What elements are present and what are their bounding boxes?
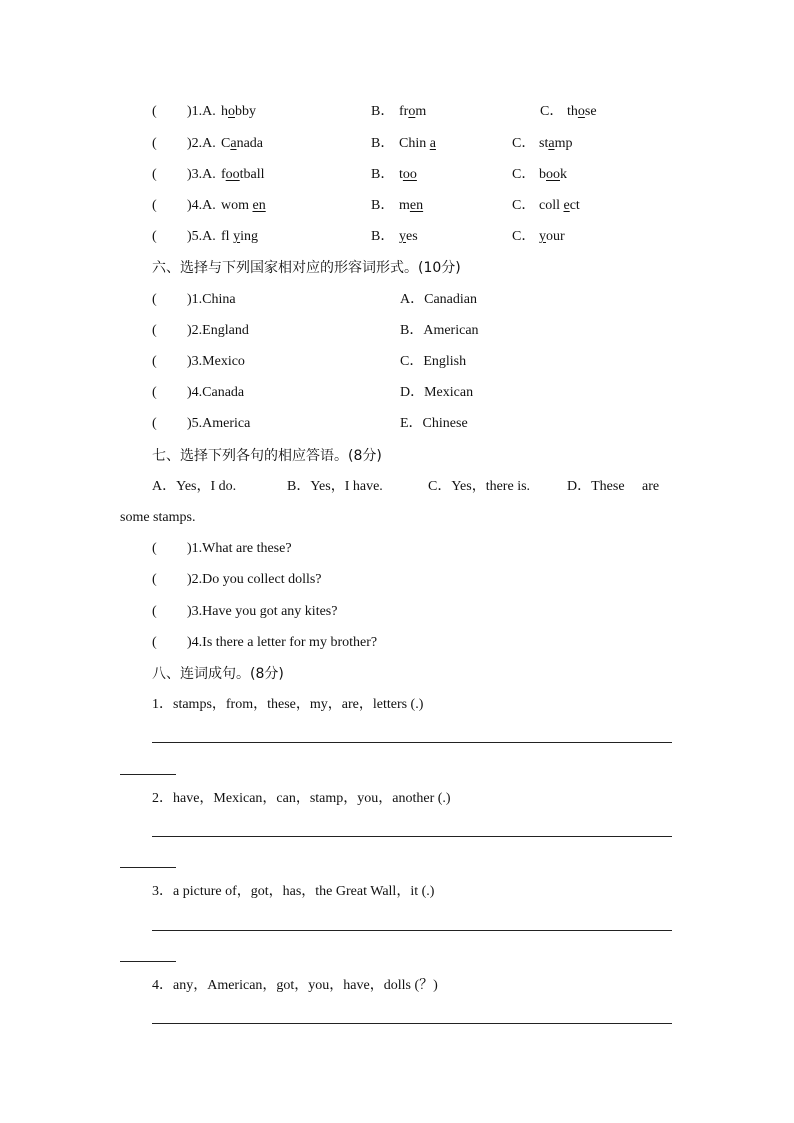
answer-line-2[interactable] bbox=[152, 836, 672, 837]
word-part: nada bbox=[236, 136, 263, 151]
adjective-option: C．English bbox=[400, 354, 467, 369]
option-c-word bbox=[539, 135, 572, 153]
section-6-title: 六、选择与下列国家相对应的形容词形式。(10分) bbox=[152, 260, 461, 276]
underlined-letters: o bbox=[577, 104, 585, 119]
underlined-letters: oo bbox=[402, 167, 417, 182]
underlined-letters: a bbox=[429, 136, 436, 151]
answer-blank-paren[interactable]: ( bbox=[152, 167, 157, 182]
word-part: wom bbox=[221, 198, 253, 213]
option-b-label: B． bbox=[371, 229, 395, 244]
word-part: ct bbox=[569, 198, 580, 213]
answer-blank-paren[interactable]: ( bbox=[152, 416, 157, 431]
option-d-continued: some stamps. bbox=[120, 510, 196, 525]
answer-line-2-cont[interactable] bbox=[120, 867, 176, 868]
word-part: m bbox=[415, 104, 427, 119]
sentence-item-3: 3．a picture of，got，has，the Great Wall，it (.) bbox=[152, 884, 435, 899]
sentence-item-1: 1．stamps，from，these，my，are，letters (.) bbox=[152, 697, 424, 712]
answer-blank-paren[interactable]: ( bbox=[152, 104, 157, 119]
option-a-word bbox=[221, 166, 265, 184]
underlined-letters: o bbox=[228, 104, 235, 119]
underlined-letters: y bbox=[233, 229, 241, 244]
underlined-letters: o bbox=[408, 104, 416, 119]
option-c-label: C． bbox=[512, 136, 536, 151]
question-number: )4.A. bbox=[187, 198, 216, 213]
answer-blank-paren[interactable]: ( bbox=[152, 385, 157, 400]
word-part: m bbox=[399, 198, 410, 213]
answer-line-3[interactable] bbox=[152, 930, 672, 931]
answer-blank-paren[interactable]: ( bbox=[152, 541, 157, 556]
word-part: ing bbox=[240, 229, 258, 244]
underlined-letters: en bbox=[409, 198, 424, 213]
option-b-label: B． bbox=[371, 136, 395, 151]
option-c-label: C． bbox=[512, 229, 536, 244]
word-part: t bbox=[399, 167, 403, 182]
underlined-letters: e bbox=[563, 198, 570, 213]
word-part: C bbox=[221, 136, 231, 151]
sentence-item-4: 4．any，American，got，you，have，dolls (？) bbox=[152, 978, 438, 993]
answer-blank-paren[interactable]: ( bbox=[152, 198, 157, 213]
option-d: D．These are bbox=[567, 479, 660, 494]
underlined-letters: y bbox=[399, 229, 406, 244]
country-item: )3.Mexico bbox=[187, 354, 245, 369]
adjective-option: A．Canadian bbox=[400, 292, 477, 307]
section-7-title: 七、选择下列各句的相应答语。(8分) bbox=[152, 448, 382, 464]
underlined-letters: oo bbox=[225, 167, 240, 182]
word-part: mp bbox=[554, 136, 573, 151]
option-c-word bbox=[539, 197, 580, 215]
question-item: )1.What are these? bbox=[187, 541, 292, 556]
question-number: )5.A. bbox=[187, 229, 216, 244]
option-b-word bbox=[399, 135, 436, 153]
section-8-title: 八、连词成句。(8分) bbox=[152, 666, 284, 682]
word-part: h bbox=[221, 104, 228, 119]
answer-blank-paren[interactable]: ( bbox=[152, 572, 157, 587]
word-part: es bbox=[406, 229, 418, 244]
answer-blank-paren[interactable]: ( bbox=[152, 136, 157, 151]
word-part: f bbox=[221, 167, 226, 182]
word-part: se bbox=[584, 104, 597, 119]
country-item: )1.China bbox=[187, 292, 236, 307]
adjective-option: E．Chinese bbox=[400, 416, 468, 431]
word-part: fl bbox=[221, 229, 234, 244]
word-part: bby bbox=[235, 104, 256, 119]
option-b-word bbox=[399, 228, 418, 246]
option-c-word bbox=[539, 228, 565, 246]
word-part: tball bbox=[239, 167, 265, 182]
answer-blank-paren[interactable]: ( bbox=[152, 323, 157, 338]
question-item: )4.Is there a letter for my brother? bbox=[187, 635, 378, 650]
word-part: coll bbox=[539, 198, 564, 213]
option-c-word bbox=[567, 103, 597, 121]
option-a: A．Yes，I do. bbox=[152, 479, 237, 494]
answer-blank-paren[interactable]: ( bbox=[152, 635, 157, 650]
word-part: st bbox=[539, 136, 549, 151]
option-c-label: C． bbox=[512, 198, 536, 213]
word-part: our bbox=[546, 229, 565, 244]
question-item: )3.Have you got any kites? bbox=[187, 604, 338, 619]
sentence-item-2: 2．have，Mexican，can，stamp，you，another (.) bbox=[152, 791, 451, 806]
option-a-word bbox=[221, 228, 258, 246]
adjective-option: B．American bbox=[400, 323, 479, 338]
underlined-letters: a bbox=[548, 136, 555, 151]
answer-line-4[interactable] bbox=[152, 1023, 672, 1024]
option-b-word bbox=[399, 166, 417, 184]
answer-blank-paren[interactable]: ( bbox=[152, 292, 157, 307]
underlined-letters: y bbox=[539, 229, 546, 244]
word-part: fr bbox=[399, 104, 409, 119]
question-number: )3.A. bbox=[187, 167, 216, 182]
country-item: )5.America bbox=[187, 416, 251, 431]
answer-blank-paren[interactable]: ( bbox=[152, 229, 157, 244]
option-a-word bbox=[221, 103, 256, 121]
word-part: Chin bbox=[399, 136, 430, 151]
option-a-word bbox=[221, 135, 263, 153]
option-b-word bbox=[399, 103, 426, 121]
option-b-label: B． bbox=[371, 198, 395, 213]
option-c-label: C． bbox=[512, 167, 536, 182]
option-b-label: B． bbox=[371, 104, 395, 119]
underlined-letters: oo bbox=[546, 167, 560, 182]
country-item: )2.England bbox=[187, 323, 249, 338]
underlined-letters: a bbox=[230, 136, 237, 151]
word-part: b bbox=[539, 167, 546, 182]
option-b-word bbox=[399, 197, 423, 215]
question-number: )2.A. bbox=[187, 136, 216, 151]
answer-line-3-cont[interactable] bbox=[120, 961, 176, 962]
option-c-word bbox=[539, 166, 567, 184]
answer-line-1-cont[interactable] bbox=[120, 774, 176, 775]
option-b: B．Yes，I have. bbox=[287, 479, 383, 494]
option-b-label: B． bbox=[371, 167, 395, 182]
option-c-label: C． bbox=[540, 104, 564, 119]
question-number: )1.A. bbox=[187, 104, 216, 119]
answer-line-1[interactable] bbox=[152, 742, 672, 743]
option-a-word bbox=[221, 197, 266, 215]
word-part: th bbox=[567, 104, 578, 119]
adjective-option: D．Mexican bbox=[400, 385, 474, 400]
word-part: k bbox=[560, 167, 567, 182]
question-item: )2.Do you collect dolls? bbox=[187, 572, 322, 587]
underlined-letters: en bbox=[252, 198, 266, 213]
answer-blank-paren[interactable]: ( bbox=[152, 354, 157, 369]
answer-blank-paren[interactable]: ( bbox=[152, 604, 157, 619]
option-c: C．Yes，there is. bbox=[428, 479, 531, 494]
country-item: )4.Canada bbox=[187, 385, 245, 400]
